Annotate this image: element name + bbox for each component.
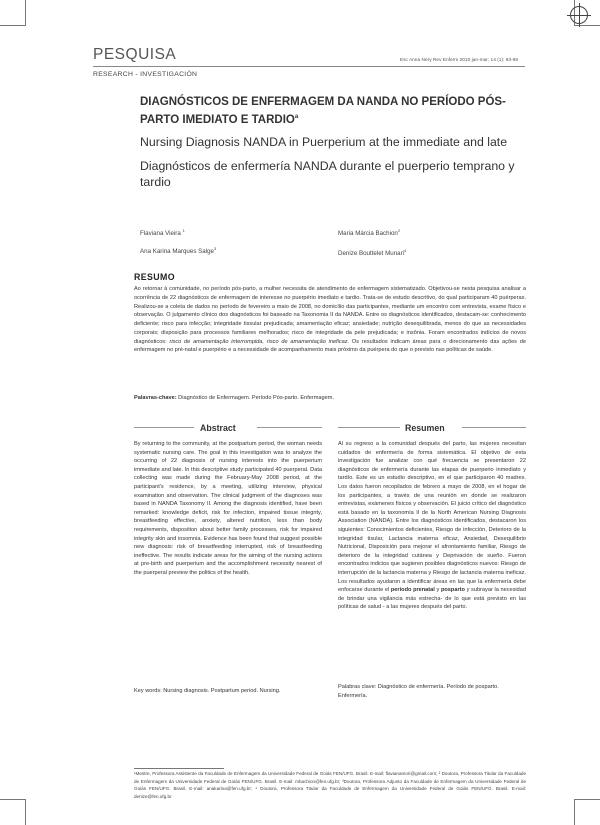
abstract-text: By returning to the community, at the postpartum period, the woman needs systematic nursing care. The goal in this investigation was to analyze the occurring of 22 diagnosis of nursing interests into the puerperium immediate and late. In this descriptive study participated 40 puerperal. Data collecting was made during the February-May 2008 period, at the participant's residence, by a meeting, utilizing interview, physical examination and observation. The clinical judgment of the diagnoses was based in NANDA Taxonomy II. Among the diagnosis identified, have been remarked: knowledge deficit, risk for infection, impaired tissue integrity, breastfeeding effective, anxiety, altered nutrition, less than body requirements, disposition about better family processes, risk for impaired integrity skin and insomnia. Evidence has been found that suggest possible new diagnosis: risk of breastfeeding interrupted, risk of breastfeeding ineffective. The results indicate areas for the aiming of the nursing actions at pre-birth and puerperium and the accomplishment necessity nearest of the puerperal preview the politics of the health. [134,441,322,576]
resumen-heading: Resumen [405,423,445,433]
author-name: Flaviana Vieira [140,230,181,238]
author-footnotes: ¹Mestre, Professora Assistente da Faculdade de Enfermagem da Universidade Federal de Goiás FEN/UFG. Brasil. E-mail: flavianamori@gmail.com; ² Doutora, Professora Titular da Faculdade de Enfermagem da Universidade Federal de Goiás FEN/UFG. Brasil. E-mail: mbachion@fen.ufg.br; ³Doutora, Professora Adjunto da Faculdade de Enfermagem da Universidade Federal de Goiás FEN/UFG. Brasil. E-mail: anakarina@fen.ufg.br; ⁴ Doutora, Professora Titular da Faculdade de Enfermagem da Universidade Federal de Goiás FEN/UFG. Brasil. E-mail: denize@fen.ufg.br [134,771,526,799]
title-portuguese [140,95,530,128]
resumen-rule-right [462,427,526,428]
title-footnote-marker: a [294,114,299,120]
crop-mark-bottom-left [0,799,26,825]
author-sup: 1 [182,228,185,233]
author-3 [140,246,216,255]
title-block [140,95,530,190]
keywords-list: Diagnóstico de Enfermagem. Período Pós-parto. Enfermagem. [178,395,334,401]
author-name: Ana Karina Marques Salge [140,248,214,256]
author-sup: 4 [404,248,407,253]
abstract-rule-right [257,427,322,428]
resumen-bold-prenatal: período prenatal [390,587,435,594]
resumo-italic: risco de amamentação interrompida, risco de amamentação ineficaz. [169,338,350,345]
resumo-heading: RESUMO [134,272,176,282]
resumen-bold-posparto: posparto [440,587,465,594]
author-2 [338,228,400,237]
footnote-divider [134,768,224,769]
abstract-rule-left [134,427,194,428]
resumen-conjunction: y [436,587,440,594]
resumen-paragraph-end: y subrayar la necesidad de brindar una vigilancia más estrecha- de lo que está previsto en las políticas de salud - a las mujeres después del parto. [338,587,526,611]
author-name: Maria Márcia Bachion [338,230,398,238]
author-sup: 3 [213,246,217,251]
resumo-text [134,285,526,355]
keywords-label: Palavras-chave: [134,395,177,401]
keywords-portuguese [134,395,526,401]
section-subtitle: RESEARCH - INVESTIGACIÓN [93,71,198,78]
author-name: Denize Bouttelet Munari [338,250,405,258]
title-english: Nursing Diagnosis NANDA in Puerperium at the immediate and late [140,134,508,149]
author-sup: 2 [397,228,401,233]
author-1 [140,228,185,237]
registration-mark-icon [570,6,588,24]
resumo-paragraph-end: Os resultados indicam áreas para o direcionamento das ações de enfermagem no pré-natal e puerpério e a necessidade de acompanhamento mais próximo da puérpera do que o previsto nas políticas de saúde. [134,338,526,354]
title-portuguese-text: DIAGNÓSTICOS DE ENFERMAGEM DA NANDA NO PERÍODO PÓS-PARTO IMEDIATO E TARDIO [140,96,506,126]
abstract-heading: Abstract [200,423,236,433]
abstract-keywords: Key words: Nursing diagnosis. Postpartum period. Nursing. [134,688,281,694]
header-divider [93,66,525,67]
resumen-rule-left [338,427,400,428]
resumen-paragraph: Al su regreso a la comunidad después del parto, las mujeres necesitan cuidados de enfermería de forma sistemática. El objetivo de esta investigación fue analizar con qué frecuencia se presentaron 22 diagnósticos de enfermería durante las etapas de puerperio inmediato y tardío. Este es un estudio descriptivo, en el que participaron 40 madres. Los datos fueron recopilados de febrero a mayo de 2008, en el hogar de los participantes, a través de una reunión en donde se realizaron entrevistas, exámenes físicos y observación. El juicio crítico del diagnóstico está basado en la taxonomía II de la North American Nursing Diagnosis Association (NANDA). Entre los diagnósticos identificados, destacaron los siguientes: Conocimientos deficientes, Riesgo de infección, Deterioro de la integridad tisular, Lactancia materna eficaz, Ansiedad, Desequilibrio Nutricional, Disposición para mejorar el afrontamiento familiar, Riesgo de deterioro de la integridad cutánea y Deprivación de sueño. Fueron encontrados indicios que sugieren posibles diagnósticos nuevos: Riesgo de interrupción de la lactancia materna y Riesgo de lactancia materna ineficaz. Los resultados ayudaron a identificar áreas en las que la enfermería debe enfocarse durante el [338,441,526,594]
resumen-text [338,440,526,612]
crop-mark-bottom-right [574,799,600,825]
author-4 [338,248,406,257]
title-spanish: Diagnósticos de enfermería NANDA durante el puerperio temprano y tardio [140,158,515,189]
journal-citation: Esc Anna Nery Rev Enferm 2010 jan-mar; 14 (1): 83-89 [399,58,518,63]
resumo-paragraph: Ao retornar à comunidade, no período pós-parto, a mulher necessita de atendimento de enfermagem sistematizado. Objetivou-se nesta pesquisa analisar a ocorrência de 22 diagnósticos de enfermagem de interesse no puerpério imediato e tardio. Trata-se de estudo descritivo, do qual participaram 40 puérperas. Realizou-se a coleta de dados no período de fevereiro a maio de 2008, no domicílio das participantes, mediante um encontro com entrevista, exame físico e observação. O julgamento clínico dos diagnósticos foi baseado na Taxonomia II da NANDA. Entre os diagnósticos identificados, destacam-se: conhecimento deficiente; risco para infecção; integridade tissular prejudicada; amamentação eficaz; ansiedade; nutrição desequilibrada, menos do que as necessidades corporais; disposição para processos familiares melhorados; risco de integridade da pele prejudicada; e insônia. Foram encontrados indícios de novos diagnósticos: [134,286,526,345]
crop-mark-top-left [0,0,26,26]
resumen-keywords: Palabras clave: Diagnóstico de enfermería. Período de posparto. Enfermería. [338,684,499,699]
section-label: PESQUISA [93,46,177,63]
